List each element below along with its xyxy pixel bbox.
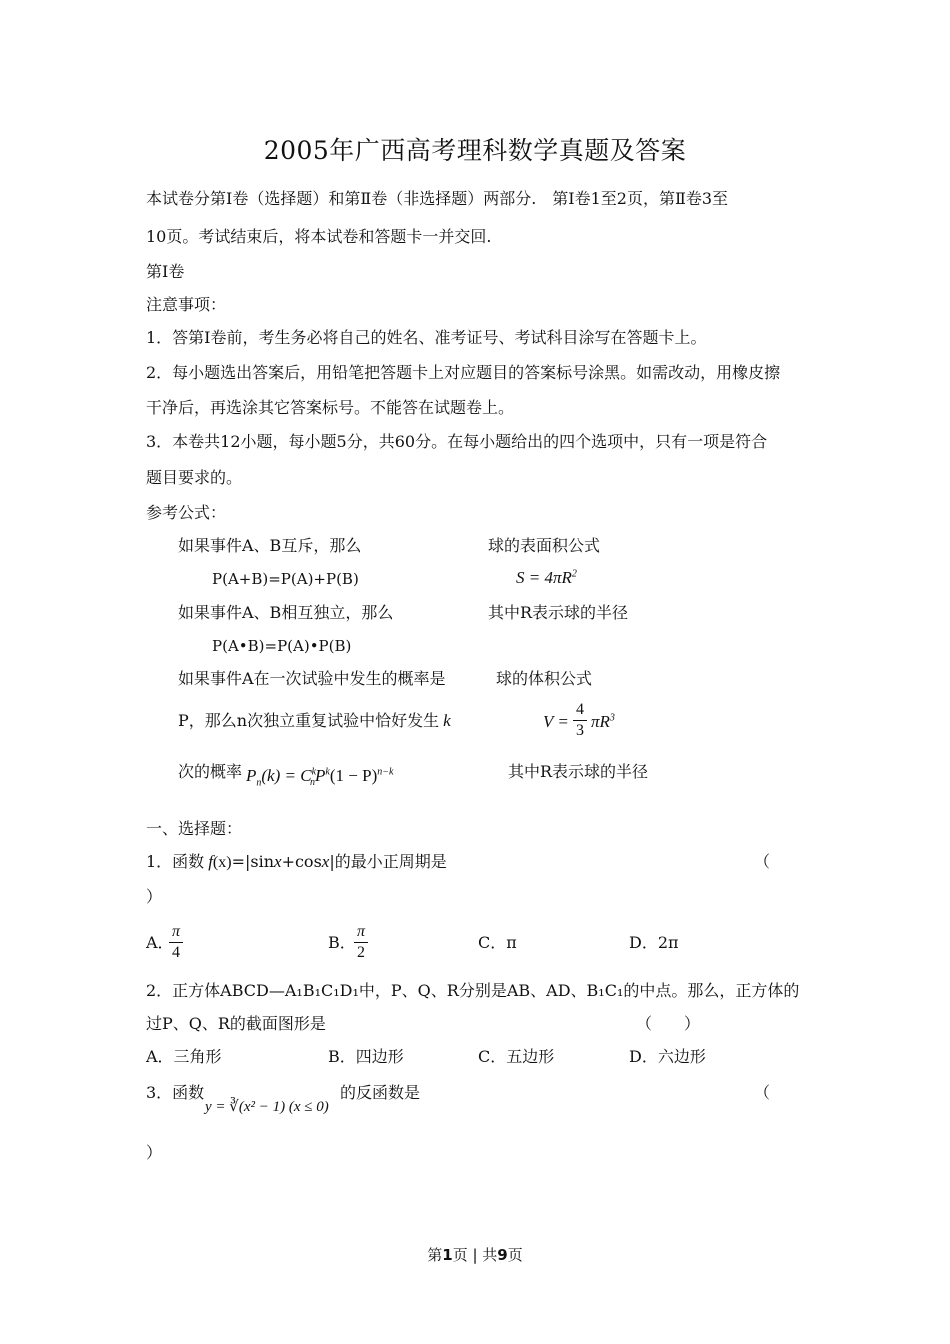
option-a: A．三角形 xyxy=(146,1047,222,1066)
formula-trial-label: 如果事件A在一次试验中发生的概率是 xyxy=(178,669,446,688)
answer-paren-close: ） xyxy=(146,887,163,906)
formula-binomial-label: 次的概率 xyxy=(178,762,243,781)
notes-heading: 注意事项： xyxy=(146,295,227,314)
answer-paren: （ ） xyxy=(636,1014,701,1033)
sphere-volume-label: 球的体积公式 xyxy=(496,669,593,688)
option-b-label: B． xyxy=(328,933,356,952)
note-item: 1．答第Ⅰ卷前，考生务必将自己的姓名、准考证号、考试科目涂写在答题卡上。 xyxy=(146,328,707,347)
option-c: C．π xyxy=(478,933,517,952)
sphere-volume-lhs: V = xyxy=(543,712,569,731)
sphere-volume-fraction: 4 3 xyxy=(573,701,587,740)
option-a-fraction: π 4 xyxy=(169,923,183,962)
formula-trial-label-2: P，那么n次独立重复试验中恰好发生 k xyxy=(178,711,451,730)
question-1-stem: 1．函数 f(x)=|sinx+cosx|的最小正周期是 xyxy=(146,852,447,871)
formula-exclusive: P(A+B)=P(A)+P(B) xyxy=(212,570,359,588)
sphere-radius-note-2: 其中R表示球的半径 xyxy=(508,762,649,781)
sphere-radius-note: 其中R表示球的半径 xyxy=(488,603,629,622)
question-2-stem-2: 过P、Q、R的截面图形是 xyxy=(146,1014,326,1033)
note-item: 3．本卷共12小题，每小题5分，共60分。在每小题给出的四个选项中，只有一项是符合 xyxy=(146,432,768,451)
option-a-label: A． xyxy=(146,933,174,952)
answer-paren-open: （ xyxy=(754,1083,771,1102)
binomial-formula: $P_n(k) = C^k_nP^k(1 - P)^{n-k}$ xyxy=(246,766,394,789)
formulas-heading: 参考公式： xyxy=(146,503,227,522)
option-d: D．六边形 xyxy=(629,1047,706,1066)
option-b-fraction: π 2 xyxy=(354,923,368,962)
sphere-volume-rhs: $\pi R^3$ xyxy=(591,712,615,731)
answer-paren-close: ） xyxy=(146,1143,163,1162)
sphere-area-formula: $S = 4\pi R^2$ xyxy=(516,568,577,587)
question-3-formula: y = ∛(x² − 1) (x ≤ 0) xyxy=(205,1099,329,1115)
note-item: 题目要求的。 xyxy=(146,468,243,487)
option-d: D．2π xyxy=(629,933,679,952)
note-item: 2．每小题选出答案后，用铅笔把答题卡上对应题目的答案标号涂黑。如需改动，用橡皮擦 xyxy=(146,363,781,382)
formula-independent: P(A•B)=P(A)•P(B) xyxy=(212,637,352,655)
document-title: 2005年广西高考理科数学真题及答案 xyxy=(263,136,687,165)
section-heading: 一、选择题： xyxy=(146,819,243,838)
intro-line-2: 10页。考试结束后，将本试卷和答题卡一并交回. xyxy=(146,227,492,246)
formula-independent-label: 如果事件A、B相互独立，那么 xyxy=(178,603,394,622)
answer-paren-open: （ xyxy=(754,852,771,871)
question-3-suffix: 的反函数是 xyxy=(340,1083,421,1102)
page-footer: 第1页 | 共9页 xyxy=(427,1246,523,1264)
question-3-prefix: 3．函数 xyxy=(146,1083,205,1102)
intro-line-1: 本试卷分第Ⅰ卷（选择题）和第Ⅱ卷（非选择题）两部分. 第Ⅰ卷1至2页，第Ⅱ卷3至 xyxy=(146,189,729,208)
sphere-area-label: 球的表面积公式 xyxy=(488,536,601,555)
formula-exclusive-label: 如果事件A、B互斥，那么 xyxy=(178,536,362,555)
part1-heading: 第Ⅰ卷 xyxy=(146,262,185,281)
option-b: B．四边形 xyxy=(328,1047,404,1066)
note-item: 干净后，再选涂其它答案标号。不能答在试题卷上。 xyxy=(146,398,515,417)
question-2-stem: 2．正方体ABCD—A₁B₁C₁D₁中，P、Q、R分别是AB、AD、B₁C₁的中点。那么，正方体的 xyxy=(146,981,800,1000)
option-c: C．五边形 xyxy=(478,1047,555,1066)
